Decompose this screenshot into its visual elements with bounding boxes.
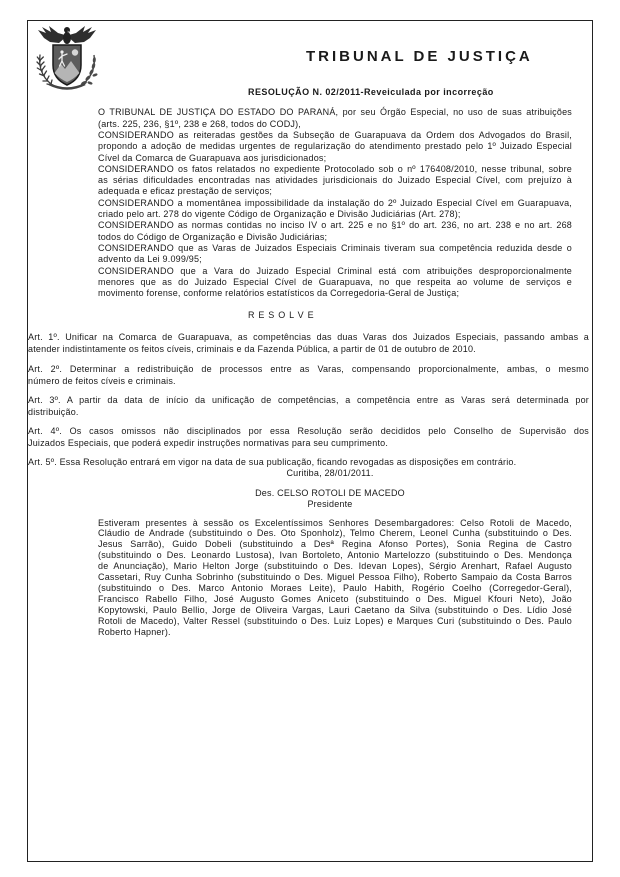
court-title: TRIBUNAL DE JUSTIÇA: [306, 48, 533, 65]
attendance-line: Cassetari, Ruy Cunha Sobrinho (substituindo o Des. Miguel Pessoa Filho), Roberto Sampaio da Costa Barros: [98, 572, 572, 583]
attendance-line: Rotoli de Macedo), Valter Ressel (substituindo o Des. Luiz Lopes) e Marques Curi (substituindo o Des. Paulo: [98, 615, 572, 626]
parana-coat-of-arms-icon: [32, 21, 102, 91]
article-line: Art. 4º. Os casos omissos não disciplinados por essa Resolução serão decididos pelo Conselho de Supervisão dos: [28, 426, 589, 437]
article-4: [28, 426, 589, 448]
attendance-line: de Anunciação), Mario Helton Jorge (substituindo o Des. Idevan Lopes), Sérgio Arenhart, Rafael Augusto: [98, 561, 572, 572]
attendance-line: (substituindo o Des. Marco Antonio Moraes Leite), Paulo Habith, Rogério Coelho (Corregedor-Geral),: [98, 583, 572, 594]
preamble-line: O TRIBUNAL DE JUSTIÇA DO ESTADO DO PARANÁ, por seu Órgão Especial, no uso de suas atribuições: [98, 107, 572, 118]
article-5: [28, 457, 589, 468]
article-line: número de feitos cíveis e criminais.: [28, 375, 176, 386]
signatory-name: Des. CELSO ROTOLI DE MACEDO: [255, 488, 405, 499]
preamble-line: todos do Código de Organização e Divisão Judiciárias;: [98, 231, 328, 242]
article-line: distribuição.: [28, 406, 79, 417]
preamble-line: criado pelo art. 278 do vigente Código de Organização e Divisão Judiciárias (Art. 278);: [98, 209, 461, 220]
resolution-title: RESOLUÇÃO N. 02/2011-Reveiculada por incorreção: [248, 87, 494, 97]
attendance-line: (substituindo o Des. Leonardo Lustosa), Ivan Bortoleto, Antonio Martelozzo (substituindo o Des. Mendonça: [98, 550, 572, 561]
shield: [53, 45, 81, 85]
preamble-line: movimento forense, conforme relatórios estatísticos da Corregedoria-Geral de Justiça;: [98, 288, 460, 299]
preamble-line: adequada e eficaz prestação de serviços;: [98, 186, 273, 197]
sun: [72, 49, 78, 55]
attendance-line: Estiveram presentes à sessão os Excelentíssimos Senhores Desembargadores: Celso Rotoli de Macedo,: [98, 517, 572, 528]
preamble-line: CONSIDERANDO as normas contidas no inciso IV o art. 225 e no §1º do art. 236, no art. 238 e no art. 268: [98, 220, 572, 231]
preamble-line: CONSIDERANDO os fatos relatados no expediente Protocolado sob o nº 176408/2010, nesse tribunal, sobre: [98, 163, 572, 174]
attendance-line: Roberto Hapner).: [98, 626, 171, 637]
preamble-line: advento da Lei 9.099/95;: [98, 254, 202, 265]
attendance-paragraph: [98, 518, 572, 638]
resolve-heading: R E S O L V E: [248, 309, 315, 320]
eagle: [38, 26, 96, 44]
place-and-date: Curitiba, 28/01/2011.: [286, 468, 374, 479]
preamble-line: Cível da Comarca de Guarapuava aos jurisdicionados;: [98, 152, 327, 163]
preamble-line: (arts. 225, 236, §1º, 238 e 268, todos do CODJ),: [98, 118, 301, 129]
article-3: [28, 395, 589, 417]
preamble: [98, 107, 572, 299]
preamble-line: propondo a adoção de medidas urgentes de regularização do atendimento prestado pelo 1º Juizado Especial: [98, 141, 572, 152]
attendance-line: Kopytowski, Paulo Bellio, Jorge de Oliveira Vargas, Lauri Caetano da Silva (substituindo o Des. Lídio José: [98, 605, 572, 615]
signatory-role: Presidente: [307, 499, 353, 510]
attendance-line: Cláudio de Andrade (substituindo o Des. Oto Sponholz), Telmo Cherem, Leonel Cunha (substituindo o Des.: [98, 528, 572, 539]
attendance-line: Francisco Rabello Filho, José Augusto Gomes Aniceto (substituindo o Des. Miguel Kfouri Neto), João: [98, 594, 572, 605]
article-line: Art. 5º. Essa Resolução entrará em vigor na data de sua publicação, ficando revogadas as disposições em contrário.: [28, 457, 517, 468]
article-2: [28, 364, 589, 386]
article-line: Juizados Especiais, que poderá expedir instruções normativas para seu cumprimento.: [28, 437, 389, 448]
preamble-line: CONSIDERANDO a momentânea impossibilidade da instalação do 2º Juizado Especial Cível em Guarapuava,: [98, 197, 572, 208]
preamble-line: menores que as do Juizado Especial Cível de Guarapuava, no que respeita ao volume de serviços e: [98, 276, 572, 287]
preamble-line: CONSIDERANDO que as Varas de Juizados Especiais Criminais tiveram sua competência reduzida desde o: [98, 242, 572, 253]
article-line: atender indistintamente os feitos cíveis, criminais e da Fazenda Pública, a partir de 01 de outubro de 2010.: [28, 343, 476, 354]
article-line: Art. 2º. Determinar a redistribuição de processos entre as Varas, compensando proporcionalmente, ambas, o mesmo: [28, 364, 589, 375]
preamble-line: CONSIDERANDO as reiteradas gestões da Subseção de Guarapuava da Ordem dos Advogados do Brasil,: [98, 129, 572, 140]
preamble-line: CONSIDERANDO que a Vara do Juizado Especial Criminal está com atribuições desproporcionalmente: [98, 265, 572, 276]
article-line: Art. 1º. Unificar na Comarca de Guarapuava, as competências das duas Varas dos Juizados Especiais, passando ambas a: [28, 332, 589, 343]
preamble-line: as sérias dificuldades encontradas nas atividades jurisdicionais do Juizado Especial Cível, com prejuízo à: [98, 175, 572, 186]
attendance-line: Jesus Sarrão), Guido Dobeli (substituindo a Desª Regina Afonso Portes), Sonia Regina de Castro: [98, 539, 572, 550]
article-1: [28, 332, 589, 354]
article-line: Art. 3º. A partir da data de início da unificação de competências, a competência entre as Varas será determinada por: [28, 395, 589, 406]
